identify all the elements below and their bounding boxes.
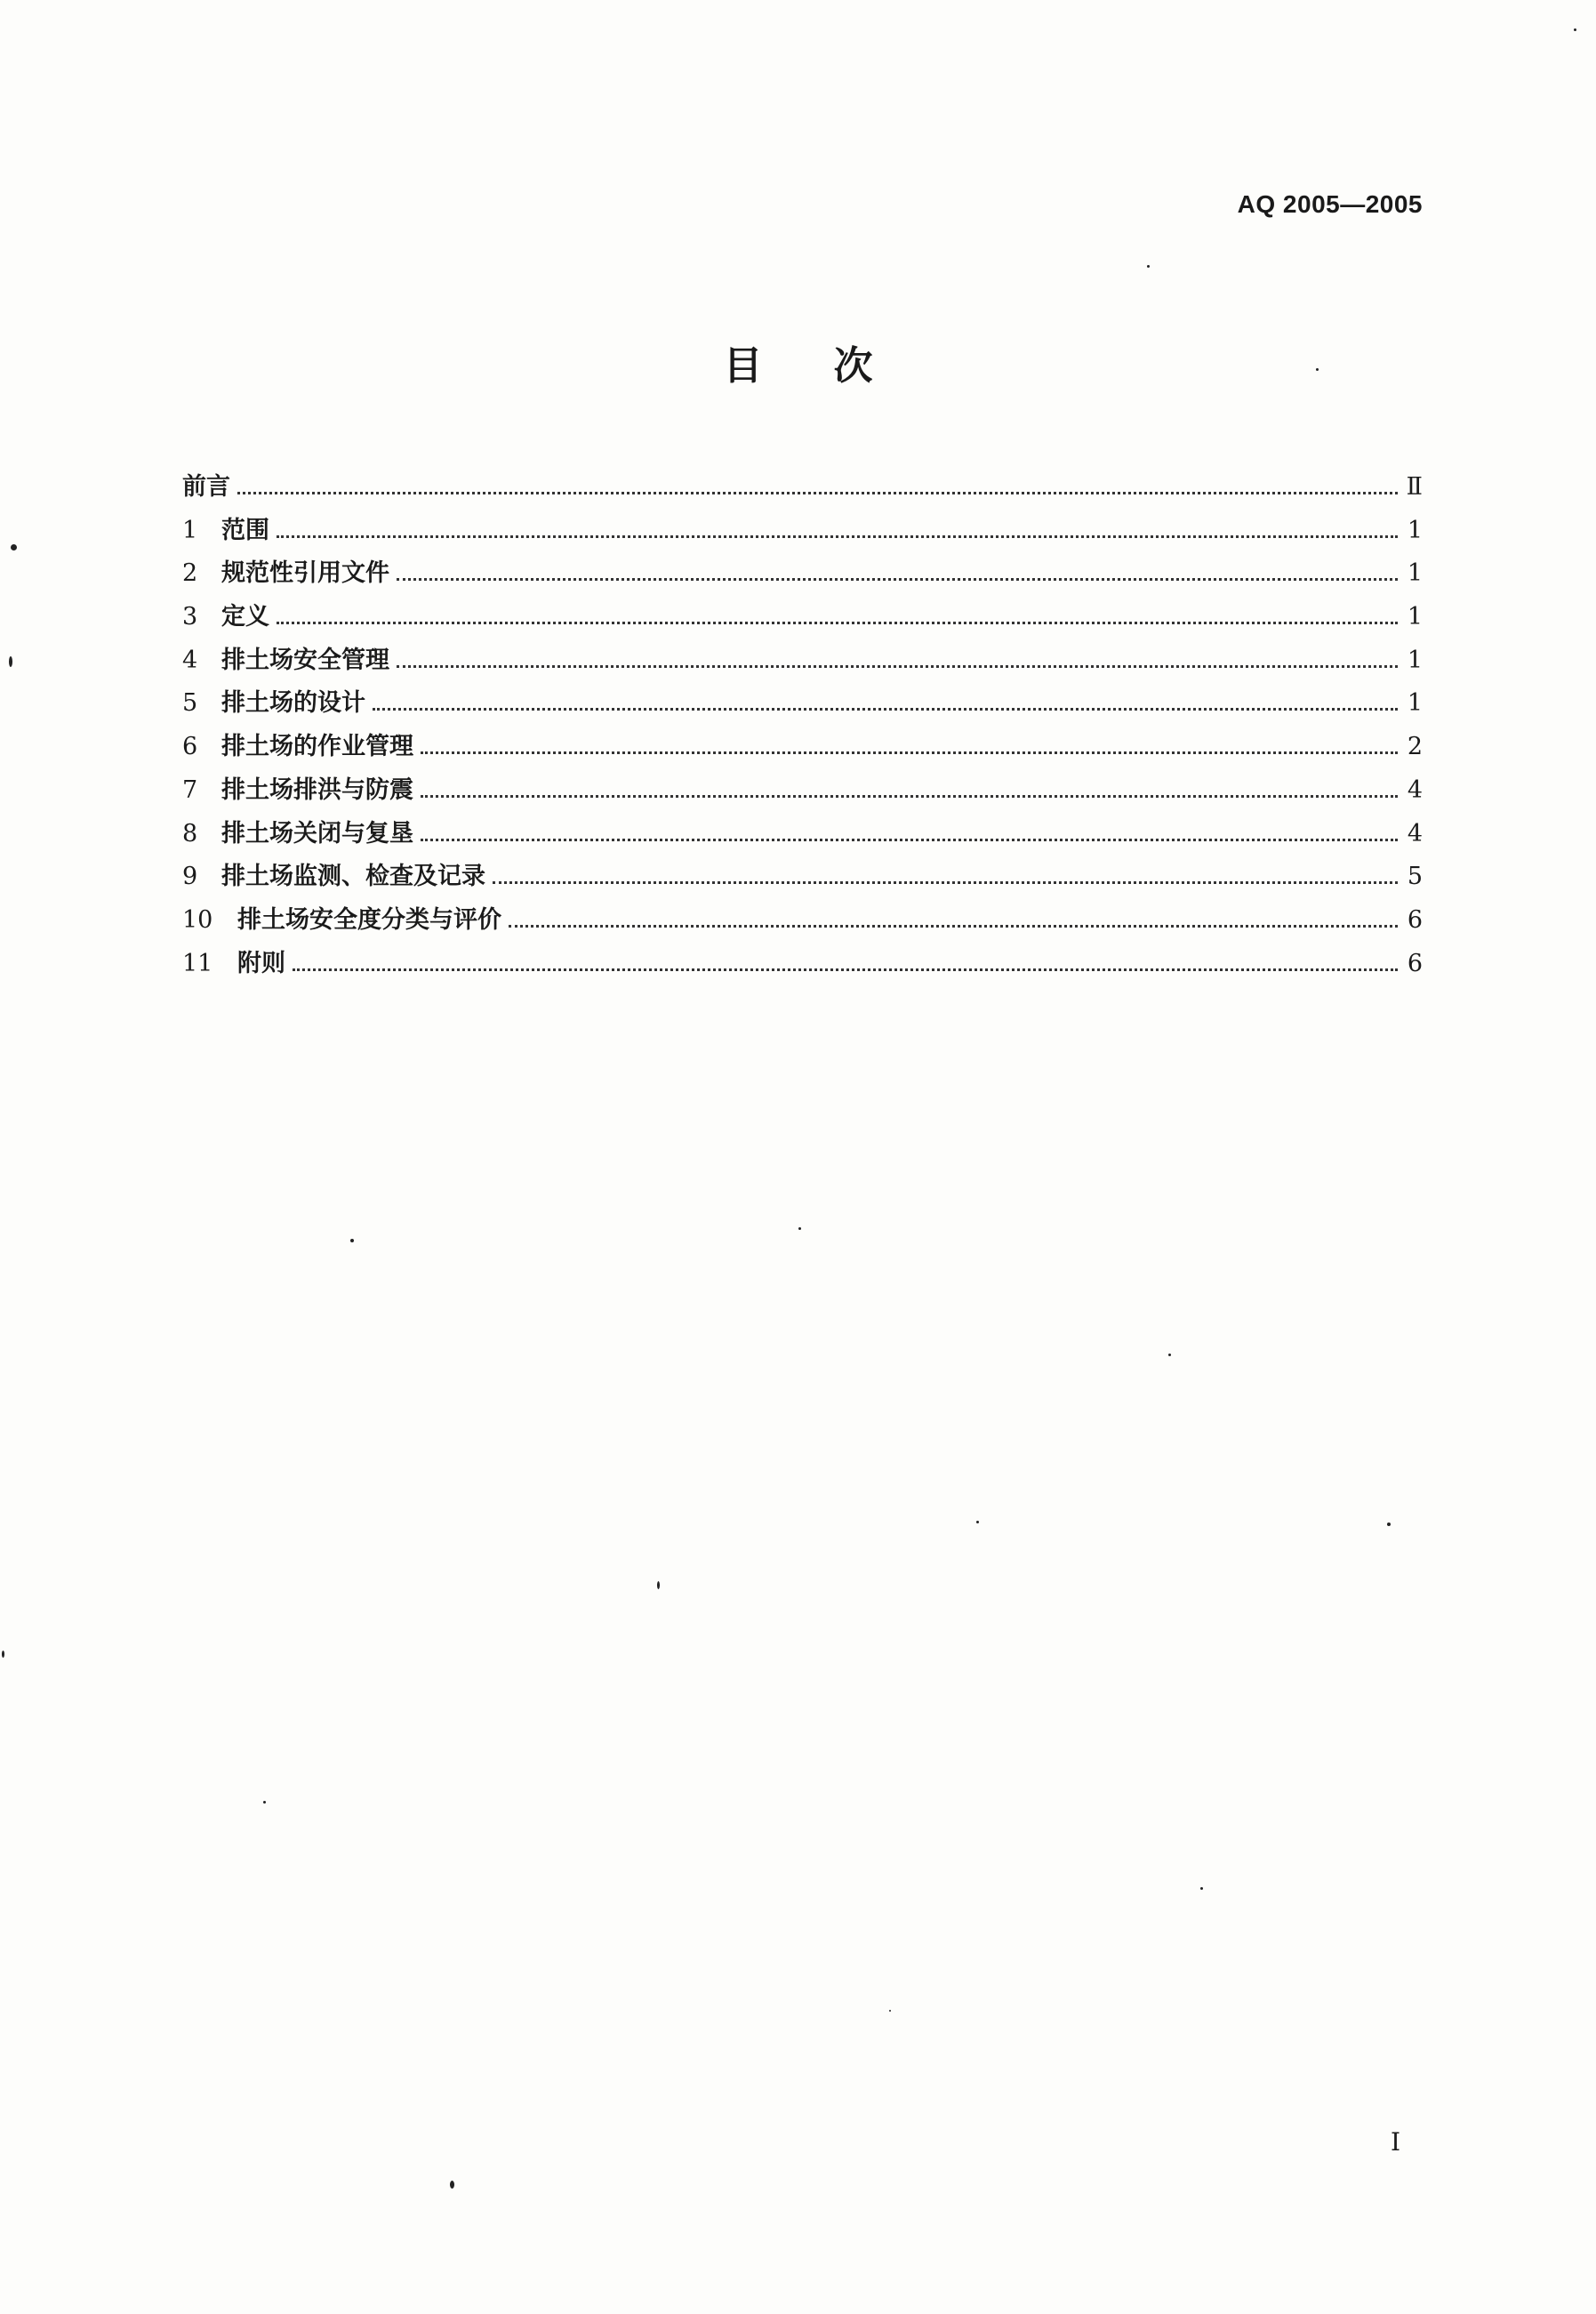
scan-speck xyxy=(657,1581,660,1589)
toc-entry-number: 3 xyxy=(182,603,198,631)
toc-entry-label: 定义 xyxy=(221,603,269,631)
toc-entry-number: 10 xyxy=(182,905,213,934)
toc-entry-label: 排土场的设计 xyxy=(221,689,365,718)
dot-leader xyxy=(277,622,1398,624)
toc-entry-4[interactable] xyxy=(182,640,1423,684)
toc-entry-number: 7 xyxy=(182,775,198,804)
toc-entry-label: 排土场安全度分类与评价 xyxy=(237,905,501,934)
dot-leader xyxy=(421,839,1398,841)
toc-entry-6[interactable] xyxy=(182,727,1423,770)
scan-speck xyxy=(1574,28,1576,31)
toc-entry-label: 范围 xyxy=(221,516,269,544)
scan-speck xyxy=(1200,1887,1203,1890)
dot-leader xyxy=(293,968,1398,971)
toc-entry-10[interactable] xyxy=(182,900,1423,944)
scan-speck xyxy=(9,656,12,667)
toc-entry-label: 前言 xyxy=(182,473,230,501)
toc-entry-page: 1 xyxy=(1407,646,1423,674)
toc-entry-number: 8 xyxy=(182,819,198,848)
scan-speck xyxy=(976,1521,979,1523)
toc-entry-1[interactable] xyxy=(182,510,1423,554)
scan-speck xyxy=(450,2181,454,2189)
toc-entry-page: 1 xyxy=(1407,516,1423,544)
toc-entry-label: 排土场的作业管理 xyxy=(221,733,413,761)
toc-entry-label: 排土场监测、检查及记录 xyxy=(221,863,485,891)
toc-entry-9[interactable] xyxy=(182,856,1423,900)
dot-leader xyxy=(421,751,1398,754)
scan-speck xyxy=(1316,368,1319,371)
toc-entry-number: 2 xyxy=(182,559,198,588)
toc-entry-page: 1 xyxy=(1407,689,1423,718)
scan-speck xyxy=(11,544,17,550)
toc-entry-label: 附则 xyxy=(237,949,285,977)
dot-leader xyxy=(237,492,1398,494)
dot-leader xyxy=(373,708,1398,711)
document-code: AQ 2005—2005 xyxy=(1237,190,1423,218)
toc-entry-number: 5 xyxy=(182,689,198,718)
toc-entry-3[interactable] xyxy=(182,597,1423,640)
toc-entry-page: 1 xyxy=(1407,559,1423,588)
toc-entry-7[interactable] xyxy=(182,770,1423,814)
scan-speck xyxy=(889,2010,891,2012)
dot-leader xyxy=(421,795,1398,798)
toc-entry-8[interactable] xyxy=(182,814,1423,857)
toc-entry-page: 2 xyxy=(1407,733,1423,761)
toc-entry-page: 4 xyxy=(1407,819,1423,848)
toc-entry-number: 11 xyxy=(182,949,213,977)
toc-entry-5[interactable] xyxy=(182,683,1423,727)
page-number: I xyxy=(1390,2127,1400,2157)
dot-leader xyxy=(493,881,1398,884)
toc-entry-page: 5 xyxy=(1407,863,1423,891)
scan-speck xyxy=(798,1227,801,1230)
toc-entry-page: 1 xyxy=(1407,603,1423,631)
toc-entry-page: 6 xyxy=(1407,949,1423,977)
dot-leader xyxy=(397,665,1398,668)
toc-entry-page: 4 xyxy=(1407,775,1423,804)
dot-leader xyxy=(509,925,1398,928)
toc-entry-number: 9 xyxy=(182,863,198,891)
scan-speck xyxy=(1387,1523,1391,1526)
toc-entry-page: Ⅱ xyxy=(1406,473,1423,501)
scan-speck xyxy=(1168,1354,1171,1356)
toc-entry-number: 1 xyxy=(182,516,198,544)
toc-entry-label: 规范性引用文件 xyxy=(221,559,389,588)
toc-entry-number: 4 xyxy=(182,646,198,674)
toc-entry-number: 6 xyxy=(182,733,198,761)
table-of-contents xyxy=(182,467,1423,986)
toc-entry-foreword[interactable] xyxy=(182,467,1423,510)
scan-speck xyxy=(1147,265,1150,268)
toc-entry-page: 6 xyxy=(1407,905,1423,934)
toc-title: 目次 xyxy=(723,343,944,389)
toc-entry-label: 排土场排洪与防震 xyxy=(221,775,413,804)
toc-entry-label: 排土场关闭与复垦 xyxy=(221,819,413,848)
dot-leader xyxy=(397,578,1398,581)
toc-entry-11[interactable] xyxy=(182,944,1423,987)
scan-speck xyxy=(2,1651,4,1658)
dot-leader xyxy=(277,535,1398,538)
toc-entry-label: 排土场安全管理 xyxy=(221,646,389,674)
scan-speck xyxy=(263,1801,266,1804)
scan-speck xyxy=(350,1239,354,1242)
toc-entry-2[interactable] xyxy=(182,553,1423,597)
